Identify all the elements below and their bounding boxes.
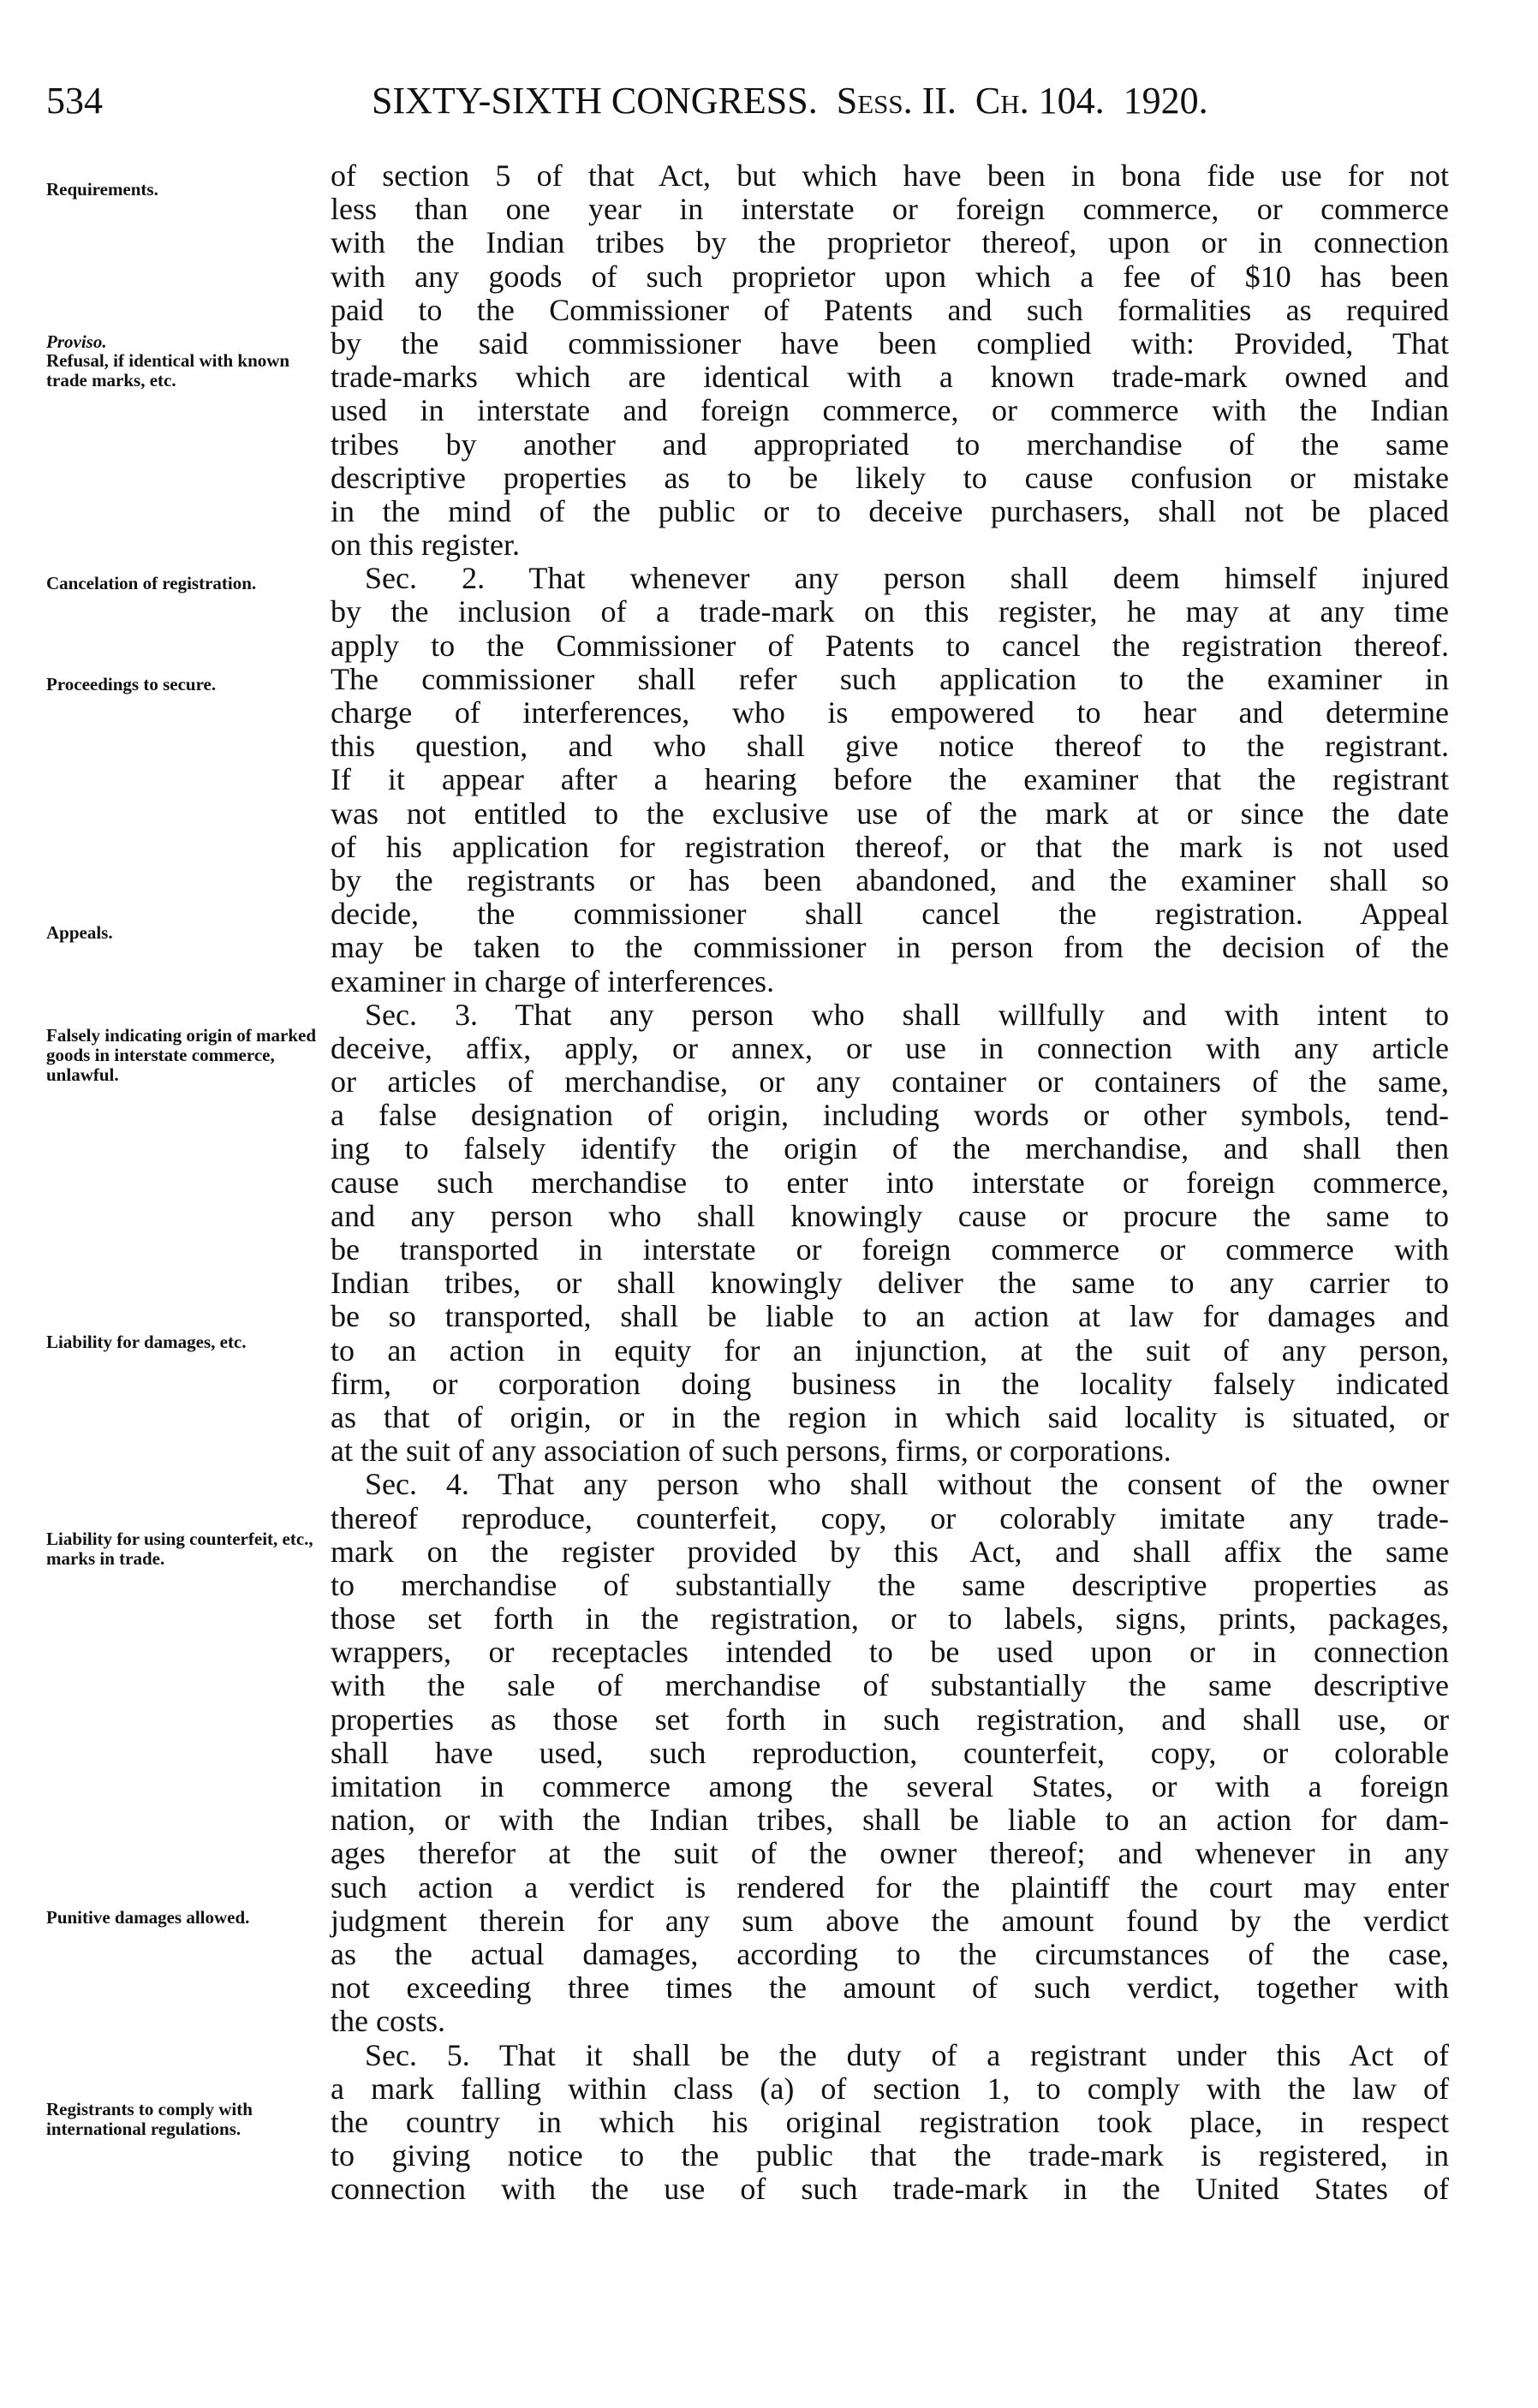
text-line: to an action in equity for an injunction, at the suit of any person, <box>331 1332 1449 1368</box>
section-3-start: Sec. 3. That any person who shall willfully and with intent to <box>365 997 1449 1032</box>
text-line: by the said commissioner have been complied with: Provided, That <box>331 325 1449 361</box>
text-line: deceive, affix, apply, or annex, or use in connection with any article <box>331 1030 1449 1065</box>
margin-note: Punitive damages allowed. <box>46 1907 250 1928</box>
text-line: or articles of merchandise, or any container or containers of the same, <box>331 1064 1449 1100</box>
margin-note: Cancelation of registration. <box>46 573 257 593</box>
text-line: on this register. <box>331 527 520 563</box>
text-line: be so transported, shall be liable to an action at law for damages and <box>331 1299 1449 1334</box>
text-line: less than one year in interstate or foreign commerce, or commerce <box>331 192 1449 227</box>
year: 1920. <box>1123 80 1208 122</box>
text-line: If it appear after a hearing before the examiner that the registrant <box>331 762 1449 797</box>
chapter-label: Ch. <box>975 80 1029 122</box>
page-number: 534 <box>46 80 103 122</box>
text-line: decide, the commissioner shall cancel the registration. Appeal <box>331 897 1449 932</box>
text-line: thereof reproduce, counterfeit, copy, or colorably imitate any trade- <box>331 1500 1449 1535</box>
text-line: the country in which his original registration took place, in respect <box>331 2104 1449 2139</box>
text-line: examiner in charge of interferences. <box>331 963 775 998</box>
section-5-start: Sec. 5. That it shall be the duty of a registrant under this Act of <box>365 2037 1449 2072</box>
statute-text <box>331 159 1449 2206</box>
text-line: mark on the register provided by this Act, and shall affix the same <box>331 1534 1449 1569</box>
text-line: the costs. <box>331 2004 445 2039</box>
running-head <box>372 79 1208 122</box>
text-line: Indian tribes, or shall knowingly deliver the same to any carrier to <box>331 1266 1449 1301</box>
text-line: used in interstate and foreign commerce, or commerce with the Indian <box>331 393 1449 428</box>
text-line: ages therefor at the suit of the owner thereof; and whenever in any <box>331 1836 1449 1871</box>
session-label: Sess. <box>836 80 913 122</box>
text-line: with the sale of merchandise of substantially the same descriptive <box>331 1668 1449 1703</box>
text-line: judgment therein for any sum above the amount found by the verdict <box>331 1903 1449 1938</box>
text-line: not exceeding three times the amount of such verdict, together with <box>331 1970 1449 2006</box>
text-line: ing to falsely identify the origin of the merchandise, and shall then <box>331 1131 1449 1166</box>
section-4-start: Sec. 4. That any person who shall without the consent of the owner <box>365 1467 1449 1502</box>
text-line: cause such merchandise to enter into interstate or foreign commerce, <box>331 1165 1449 1200</box>
text-line: by the registrants or has been abandoned, and the examiner shall so <box>331 862 1449 897</box>
running-header <box>46 79 1451 130</box>
margin-note: Liability for using counterfeit, etc., marks in trade. <box>46 1529 313 1569</box>
text-line: in the mind of the public or to deceive purchasers, shall not be placed <box>331 493 1449 528</box>
text-line: imitation in commerce among the several States, or with a foreign <box>331 1769 1449 1803</box>
text-line: shall have used, such reproduction, counterfeit, copy, or colorable <box>331 1735 1449 1770</box>
text-line: those set forth in the registration, or to labels, signs, prints, packages, <box>331 1601 1449 1636</box>
text-line: wrappers, or receptacles intended to be used upon or in connection <box>331 1635 1449 1670</box>
text-line: by the inclusion of a trade-mark on this register, he may at any time <box>331 594 1449 629</box>
text-line: to giving notice to the public that the trade-mark is registered, in <box>331 2138 1449 2173</box>
margin-note: Registrants to comply with international regulations. <box>46 2099 253 2139</box>
congress-title: SIXTY-SIXTH CONGRESS. <box>372 80 818 122</box>
text-line: to merchandise of substantially the same descriptive properties as <box>331 1567 1449 1602</box>
text-line: firm, or corporation doing business in the locality falsely indicated <box>331 1366 1449 1401</box>
text-line: with any goods of such proprietor upon which a fee of $10 has been <box>331 259 1449 294</box>
section-2-start: Sec. 2. That whenever any person shall deem himself injured <box>365 561 1449 596</box>
text-line: may be taken to the commissioner in person from the decision of the <box>331 930 1449 965</box>
text-line: The commissioner shall refer such application to the examiner in <box>331 661 1449 696</box>
margin-note: Requirements. <box>46 179 158 200</box>
text-line: a false designation of origin, including words or other symbols, tend- <box>331 1098 1449 1133</box>
text-line: connection with the use of such trade-mark in the United States of <box>331 2172 1449 2207</box>
text-line: was not entitled to the exclusive use of the mark at or since the date <box>331 796 1449 831</box>
text-line: and any person who shall knowingly cause or procure the same to <box>331 1198 1449 1233</box>
text-line: of section 5 of that Act, but which have been in bona fide use for not <box>331 158 1449 193</box>
text-line: descriptive properties as to be likely to cause confusion or mistake <box>331 460 1449 495</box>
text-line: apply to the Commissioner of Patents to cancel the registration thereof. <box>331 628 1449 663</box>
text-line: charge of interferences, who is empowered to hear and determine <box>331 695 1449 730</box>
margin-note: Appeals. <box>46 922 113 943</box>
text-line: trade-marks which are identical with a known trade-mark owned and <box>331 360 1449 395</box>
text-line: such action a verdict is rendered for the plaintiff the court may enter <box>331 1869 1449 1904</box>
text-line: nation, or with the Indian tribes, shall be liable to an action for dam- <box>331 1803 1449 1838</box>
text-line: of his application for registration thereof, or that the mark is not used <box>331 829 1449 864</box>
margin-note: Proceedings to secure. <box>46 674 217 694</box>
text-line: as that of origin, or in the region in which said locality is situated, or <box>331 1399 1449 1434</box>
text-line: properties as those set forth in such registration, and shall use, or <box>331 1702 1449 1737</box>
text-line: a mark falling within class (a) of section 1, to comply with the law of <box>331 2071 1449 2106</box>
margin-note: Refusal, if identical with known trade marks, etc. <box>46 350 290 390</box>
session-number: II. <box>921 80 957 122</box>
text-line: with the Indian tribes by the proprietor thereof, upon or in connection <box>331 225 1449 260</box>
text-line: tribes by another and appropriated to merchandise of the same <box>331 426 1449 462</box>
text-line: as the actual damages, according to the circumstances of the case, <box>331 1936 1449 1971</box>
text-line: at the suit of any association of such persons, firms, or corporations. <box>331 1433 1171 1469</box>
text-line: be transported in interstate or foreign commerce or commerce with <box>331 1232 1449 1267</box>
margin-note: Falsely indicating origin of marked goods in interstate commerce, unlawful. <box>46 1025 316 1085</box>
text-line: this question, and who shall give notice thereof to the registrant. <box>331 729 1449 764</box>
margin-note: Proviso. <box>46 331 107 352</box>
text-line: paid to the Commissioner of Patents and such formalities as required <box>331 292 1449 327</box>
chapter-number: 104. <box>1038 80 1105 122</box>
margin-note: Liability for damages, etc. <box>46 1332 247 1352</box>
